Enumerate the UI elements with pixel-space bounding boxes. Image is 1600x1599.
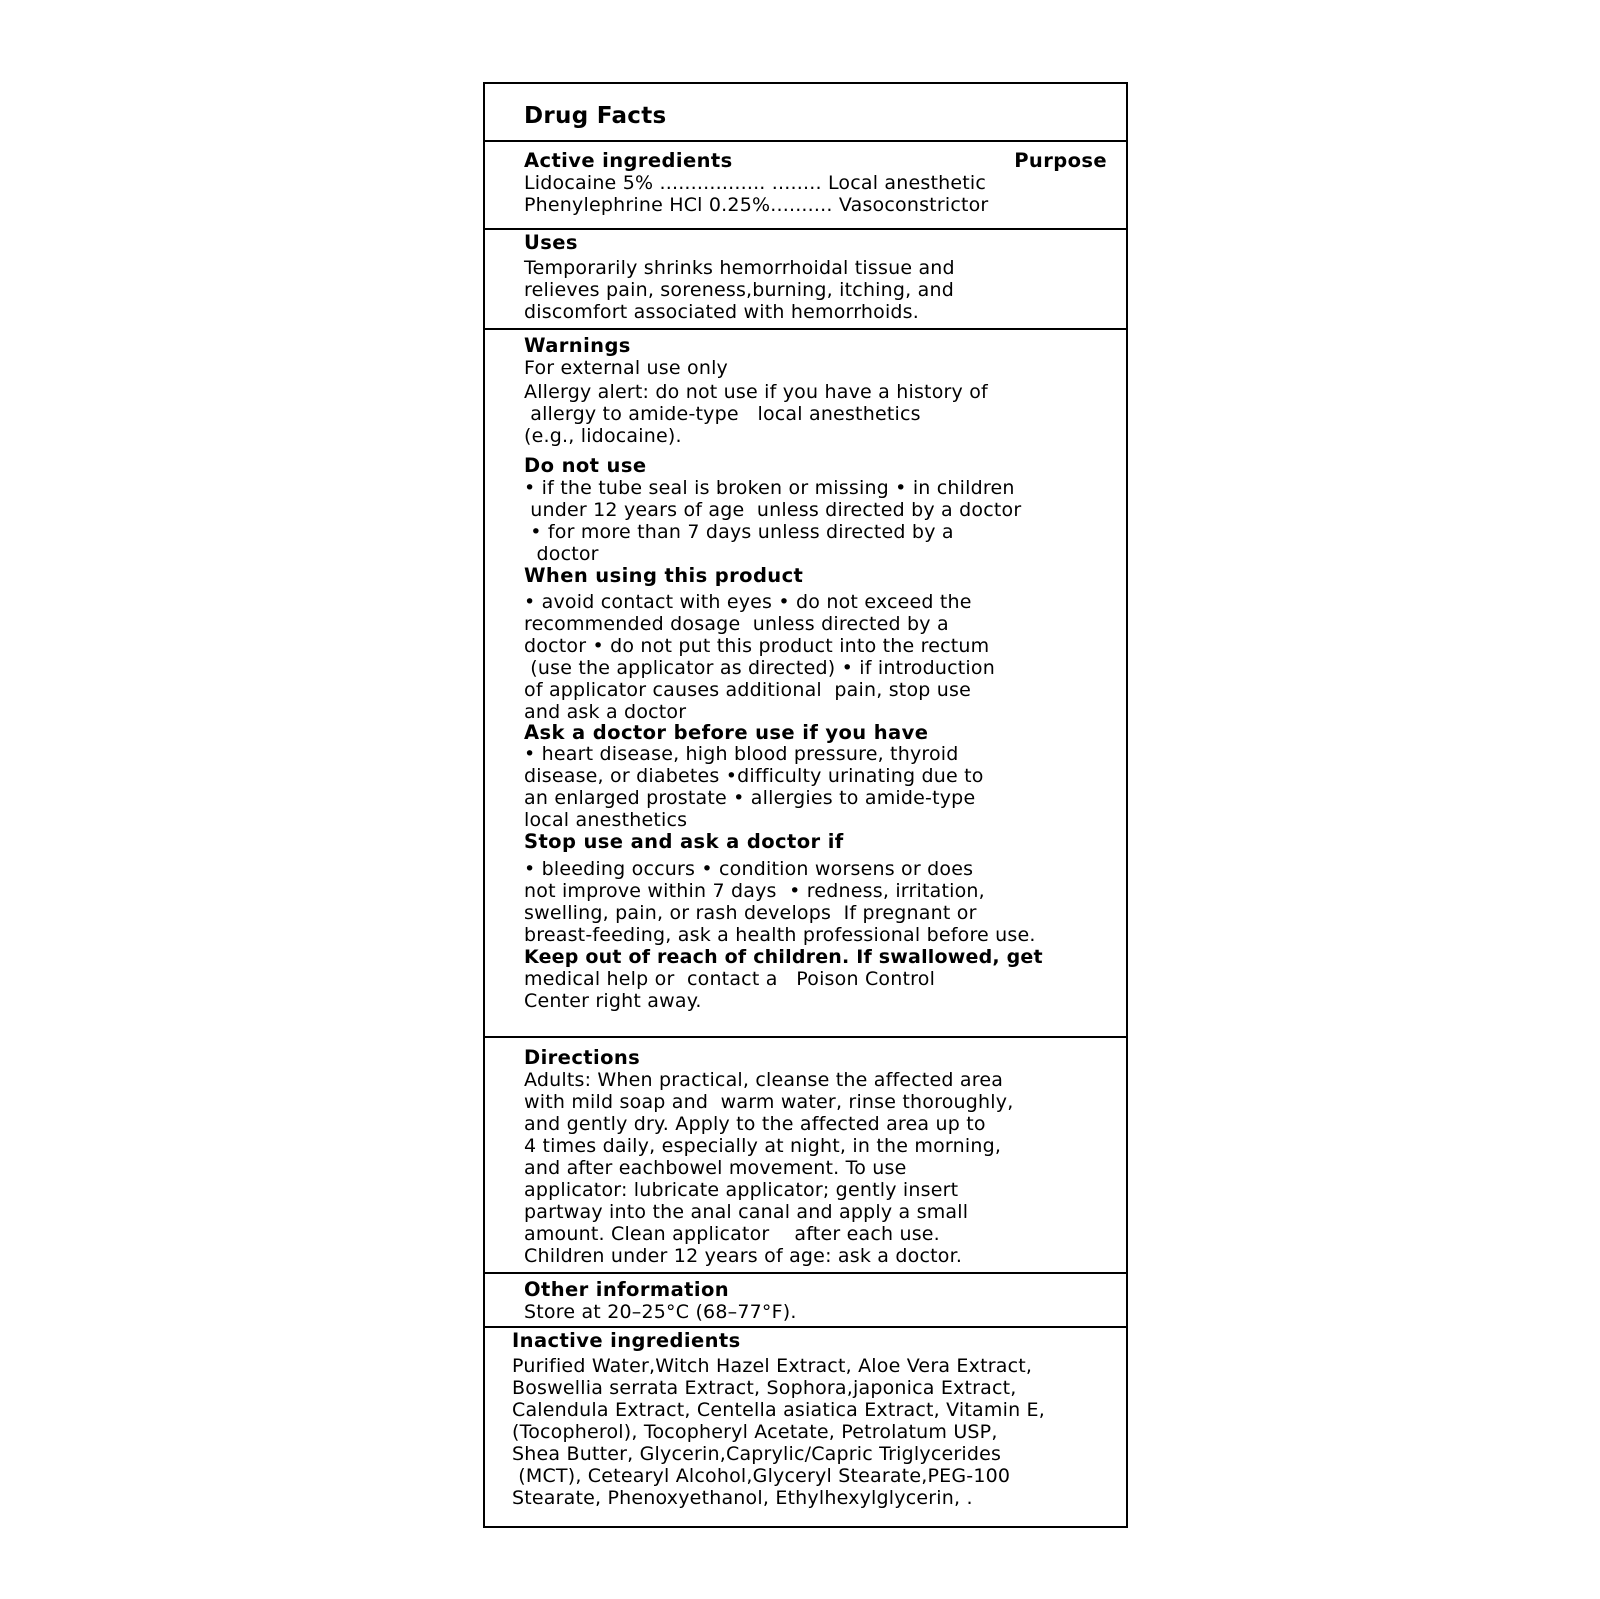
inactive-ingredients-line: (Tocopherol), Tocopheryl Acetate, Petrolatum USP, (512, 1421, 998, 1443)
when-using-line: • avoid contact with eyes • do not exceed the (524, 591, 972, 613)
active-ingredient-line: Phenylephrine HCl 0.25%.......... Vasoconstrictor (524, 194, 989, 216)
ask-doctor-line: an enlarged prostate • allergies to amide-type (524, 787, 976, 809)
when-using-line: doctor • do not put this product into the rectum (524, 635, 990, 657)
ask-doctor-heading: Ask a doctor before use if you have (524, 721, 929, 744)
active-ingredients-header (524, 150, 1107, 172)
uses-heading: Uses (524, 231, 578, 254)
uses-section (485, 230, 1126, 330)
inactive-ingredients-line: Boswellia serrata Extract, Sophora,japonica Extract, (512, 1377, 1017, 1399)
ask-doctor-line: • heart disease, high blood pressure, thyroid (524, 743, 959, 765)
allergy-alert-line: (e.g., lidocaine). (524, 425, 682, 447)
allergy-alert-line: Allergy alert: do not use if you have a history of (524, 381, 988, 403)
storage-text: Store at 20–25°C (68–77°F). (524, 1301, 797, 1323)
keep-out-of-reach-line: Center right away. (524, 990, 702, 1012)
external-use-text: For external use only (524, 357, 729, 379)
when-using-line: and ask a doctor (524, 701, 687, 723)
allergy-alert-line: allergy to amide-type local anesthetics (524, 403, 921, 425)
inactive-ingredients-line: Purified Water,Witch Hazel Extract, Aloe Vera Extract, (512, 1355, 1033, 1377)
when-using-line: (use the applicator as directed) • if introduction (524, 657, 995, 679)
other-information-heading: Other information (524, 1278, 730, 1301)
when-using-heading: When using this product (524, 564, 804, 587)
other-information-section (485, 1274, 1126, 1328)
active-ingredients-section (485, 142, 1126, 230)
directions-line: partway into the anal canal and apply a small (524, 1201, 969, 1223)
stop-use-line: breast-feeding, ask a health professional before use. (524, 924, 1036, 946)
inactive-ingredients-section (485, 1328, 1126, 1528)
active-ingredients-heading: Active ingredients (524, 149, 733, 172)
warnings-heading: Warnings (524, 334, 631, 357)
uses-line: Temporarily shrinks hemorrhoidal tissue and (524, 257, 955, 279)
warnings-section (485, 330, 1126, 1038)
directions-line: amount. Clean applicator after each use. (524, 1223, 940, 1245)
stop-use-heading: Stop use and ask a doctor if (524, 830, 844, 853)
do-not-use-line: • for more than 7 days unless directed by a (524, 521, 954, 543)
drug-facts-panel (483, 82, 1128, 1528)
directions-line: Adults: When practical, cleanse the affected area (524, 1069, 1004, 1091)
directions-section (485, 1038, 1126, 1274)
inactive-ingredients-line: Stearate, Phenoxyethanol, Ethylhexylglycerin, . (512, 1487, 973, 1509)
inactive-ingredients-line: Calendula Extract, Centella asiatica Extract, Vitamin E, (512, 1399, 1046, 1421)
stop-use-line: • bleeding occurs • condition worsens or does (524, 858, 974, 880)
keep-out-of-reach-line: medical help or contact a Poison Control (524, 968, 936, 990)
inactive-ingredients-heading: Inactive ingredients (512, 1329, 741, 1352)
do-not-use-line: under 12 years of age unless directed by a doctor (524, 499, 1022, 521)
inactive-ingredients-line: (MCT), Cetearyl Alcohol,Glyceryl Stearate,PEG-100 (512, 1465, 1011, 1487)
stop-use-line: not improve within 7 days • redness, irritation, (524, 880, 985, 902)
directions-line: with mild soap and warm water, rinse thoroughly, (524, 1091, 1014, 1113)
uses-line: relieves pain, soreness,burning, itching, and (524, 279, 954, 301)
drug-facts-title: Drug Facts (524, 103, 667, 129)
inactive-ingredients-line: Shea Butter, Glycerin,Caprylic/Capric Triglycerides (512, 1443, 1002, 1465)
directions-line: 4 times daily, especially at night, in the morning, (524, 1135, 1002, 1157)
purpose-heading: Purpose (1014, 149, 1107, 172)
directions-line: and gently dry. Apply to the affected area up to (524, 1113, 986, 1135)
active-ingredient-line: Lidocaine 5% ................. ........ Local anesthetic (524, 172, 987, 194)
uses-line: discomfort associated with hemorrhoids. (524, 301, 920, 323)
directions-line: applicator: lubricate applicator; gently insert (524, 1179, 959, 1201)
ask-doctor-line: disease, or diabetes •difficulty urinating due to (524, 765, 984, 787)
do-not-use-line: doctor (524, 543, 599, 565)
do-not-use-line: • if the tube seal is broken or missing • in children (524, 477, 1015, 499)
do-not-use-heading: Do not use (524, 454, 647, 477)
stop-use-line: swelling, pain, or rash develops If pregnant or (524, 902, 977, 924)
directions-line: Children under 12 years of age: ask a doctor. (524, 1245, 963, 1267)
directions-heading: Directions (524, 1046, 641, 1069)
directions-line: and after eachbowel movement. To use (524, 1157, 907, 1179)
ask-doctor-line: local anesthetics (524, 809, 688, 831)
title-section (485, 84, 1126, 142)
keep-out-of-reach-line: Keep out of reach of children. If swallowed, get (524, 946, 1043, 968)
when-using-line: recommended dosage unless directed by a (524, 613, 949, 635)
when-using-line: of applicator causes additional pain, stop use (524, 679, 971, 701)
